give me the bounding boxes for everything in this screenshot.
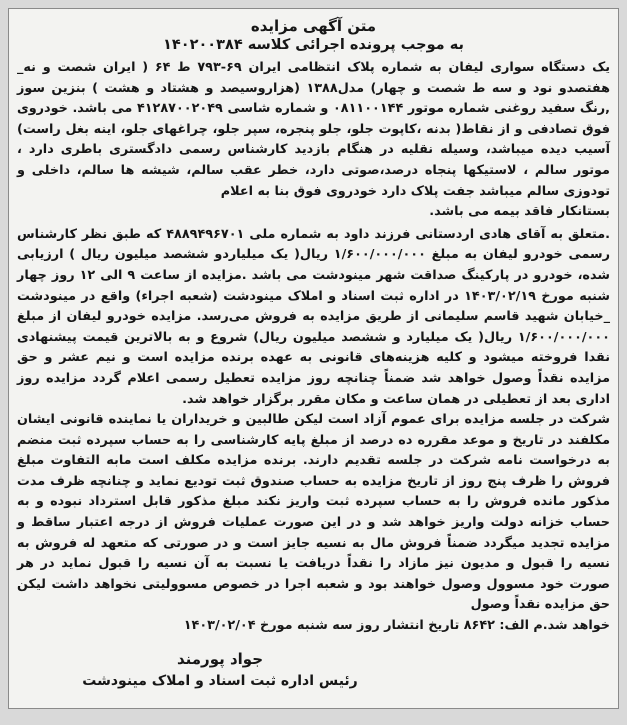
- auction-details-paragraph: .متعلق به آقای هادی اردستانی فرزند داود به شماره ملی ۴۸۸۹۴۹۶۷۰۱ که طبق نظر کارشناس رسمی خودرو لیفان به مبلغ ۱/۶۰۰/۰۰۰/۰۰۰ ریال( یک میلیاردو ششصد میلیون ریال ) ارزیابی شده، خودرو در پارکینگ صداقت شهر مینودشت می باشد .مزایده از ساعت ۹ الی ۱۲ روز چهار شنبه مورخ ۱۴۰۳/۰۲/۱۹ در اداره ثبت اسناد و املاک مینودشت (شعبه اجراء) واقع در مینودشت _خیابان شهید قاسم سلیمانی از طریق مزایده به فروش می‌رسد. مزایده خودرو لیفان از مبلغ ۱/۶۰۰/۰۰۰/۰۰۰ ریال( یک میلیارد و ششصد میلیون ریال) شروع و به بالاترین قیمت پیشنهادی نقدا فروخته میشود و کلیه هزینه‌های قانونی به عهده برنده مزایده است و نیم عشر و حق مزایده نقداً وصول خواهد شد ضمناً چنانچه روز مزایده تعطیل رسمی اعلام گردد مزایده روز اداری بعد از تعطیلی در همان ساعت و مکان مقرر برگزار خواهد شد.: [17, 226, 611, 407]
- notice-title: متن آگهی مزایده: [250, 17, 377, 35]
- participation-terms-paragraph: شرکت در جلسه مزایده برای عموم آزاد است لیکن طالبین و خریداران یا نماینده قانونی ایشان مکلفند در تاریخ و موعد مقرره ده درصد از مبلغ پایه کارشناسی را به حساب سپرده ثبت منضم به درخواست نامه شرکت در جلسه تقدیم دارند. برنده مزایده مکلف است مابه التفاوت مبلغ فروش را ظرف پنج روز از تاریخ مزایده به حساب صندوق ثبت تودیع نماید و چنانچه ظرف مدت مذکور مانده فروش را به حساب سپرده ثبت واریز نکند مبلغ مذکور قابل استرداد نبوده و به حساب خزانه دولت واریز خواهد شد و در این صورت عملیات فروش از درجه اعتبار ساقط و مزایده تجدید میگردد ضمناً فروش مال به نسیه جایز است و در صورتی که متعهد له فروش به نسیه را قبول و مدیون نیز مازاد را نقداً دریافت یا نسبت به آن نسیه را قبول نماید در هر صورت خود مسوول وصول خواهند بود و شعبه اجرا در خصوص مسوولیتی نخواهد داشت لیکن حق مزایده نقداً وصول: [17, 412, 610, 613]
- signatory-name: جواد پورمند: [176, 650, 264, 669]
- auction-notice: [8, 8, 619, 709]
- signatory-title: رئیس اداره ثبت اسناد و املاک مینودشت: [82, 673, 358, 690]
- publication-info: خواهد شد.م الف: ۸۶۴۲ تاریخ انتشار روز سه شنبه مورخ ۱۴۰۳/۰۲/۰۴: [183, 618, 610, 634]
- signature-block: [17, 648, 610, 692]
- insurance-note: بستانکار فاقد بیمه می باشد.: [429, 204, 610, 220]
- notice-subtitle: به موجب پرونده اجرائی کلاسه ۱۴۰۲۰۰۳۸۴: [163, 37, 464, 53]
- vehicle-description-paragraph: یک دستگاه سواری لیفان به شماره پلاک انتظامی ایران ۶۹-۷۹۳ ط ۶۴ ( ایران شصت و نه_ هفتصدو نود و سه ط شصت و چهار) مدل۱۳۸۸ (هزاروسیصد و هشتاد و هشت ) بنزین سوز ,رنگ سفید روغنی شماره موتور ۰۸۱۱۰۰۱۴۴ و شماره شاسی ۴۱۲۸۷۰۰۲۰۴۹ می باشد. خودروی فوق تصادفی و از نقاط( بدنه ،کاپوت جلو، جلو پنجره، سپر جلو، چراغهای جلو، اینه بغل راست) آسیب دیده میباشد، وسیله نقلیه در هنگام بازدید کارشناس رسمی دادگستری باطری دارد ، موتور سالم ، لاستیکها پنجاه درصد،صوتی دارد، خطر عقب سالم، شیشه ها سالم، داخلی و تودوزی سالم میباشد جفت پلاک دارد خودروی فوق بنا به اعلام: [17, 60, 610, 199]
